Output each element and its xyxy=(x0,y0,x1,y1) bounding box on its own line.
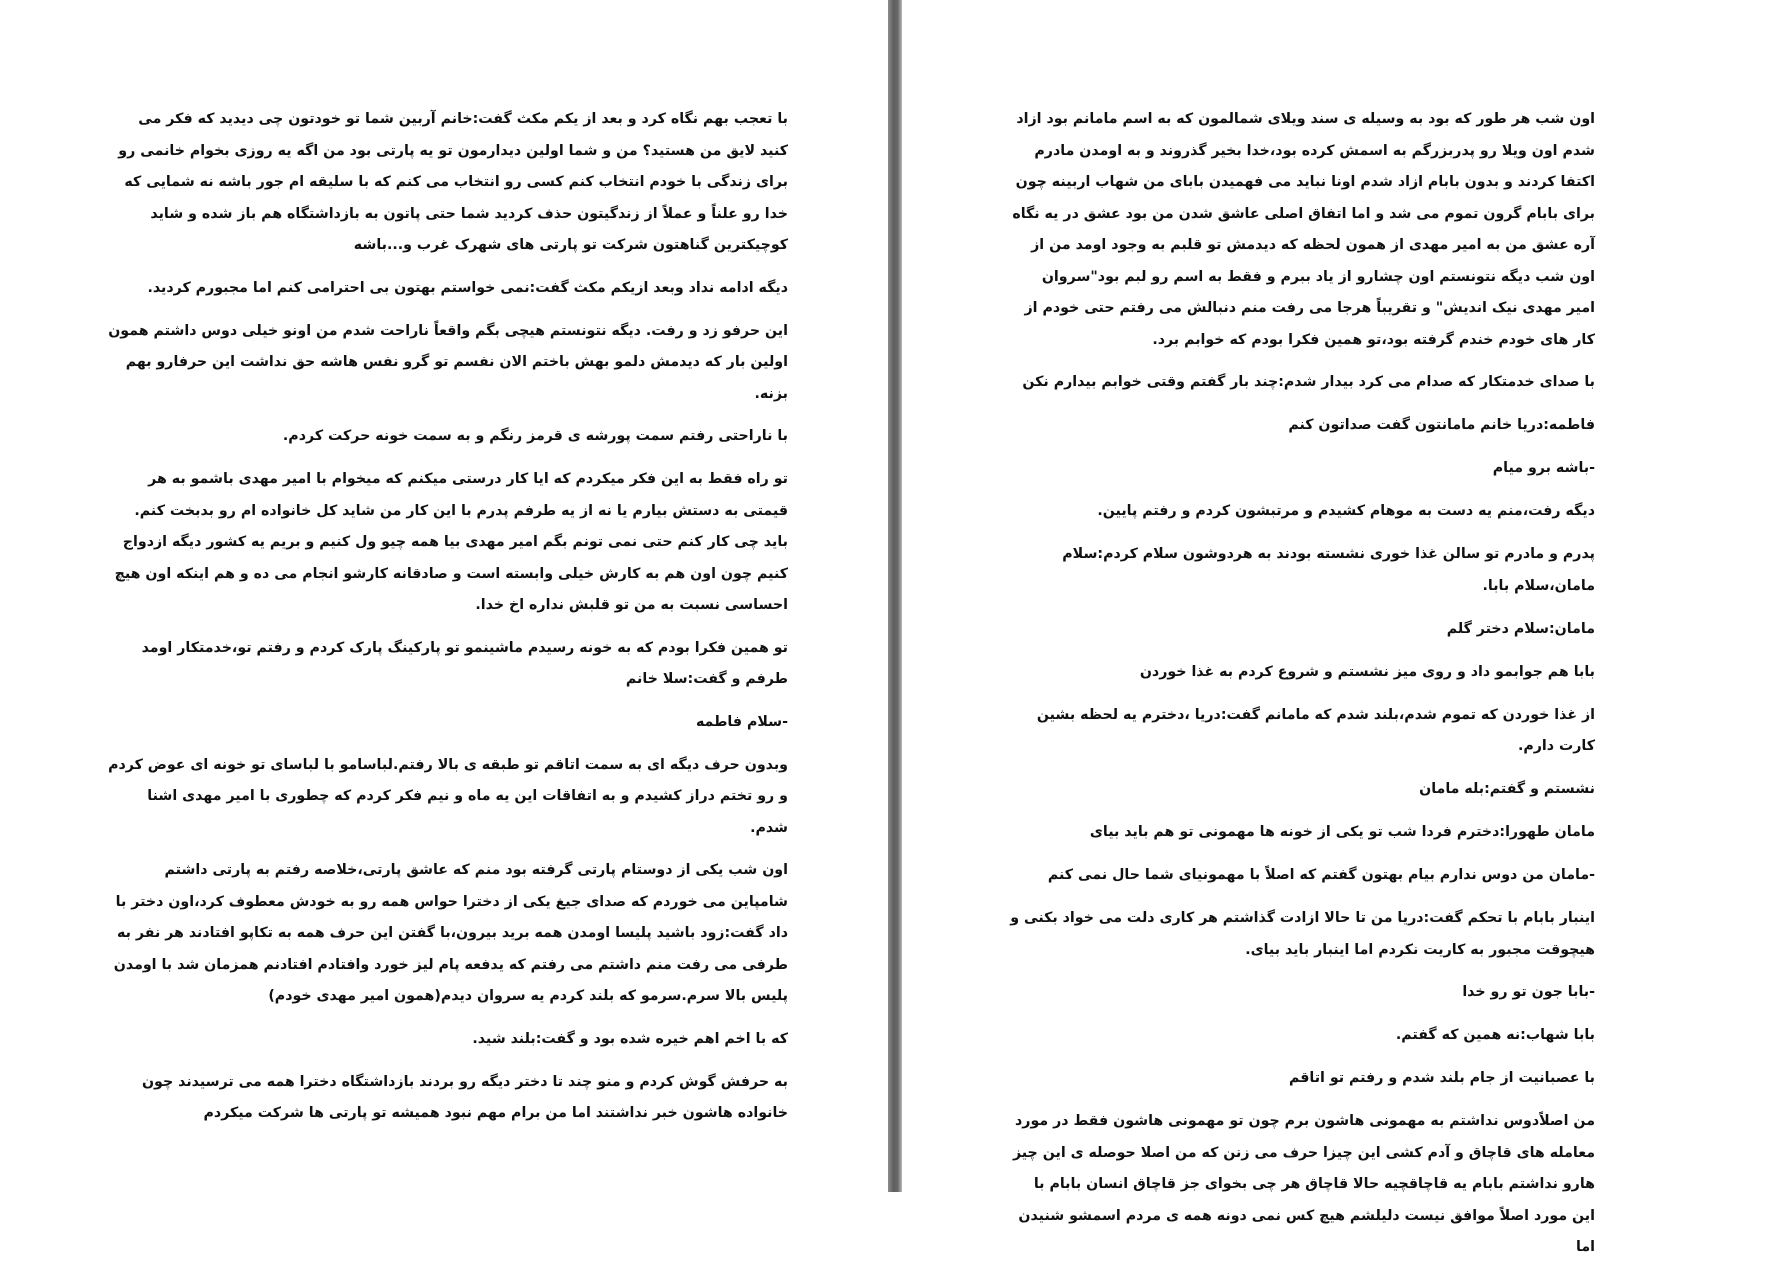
paragraph: -باشه برو میام xyxy=(1492,460,1595,476)
paragraph: پدرم و مادرم تو سالن غذا خوری نشسته بودند به هردوشون سلام کردم:سلام مامان،سلام بابا. xyxy=(1062,546,1595,594)
paragraph: بابا هم جوابمو داد و روی میز نشستم و شروع کردم به غذا خوردن xyxy=(1139,663,1595,680)
paragraph: فاطمه:دریا خانم مامانتون گفت صداتون کنم xyxy=(1288,417,1595,433)
paragraph: من اصلاًدوس نداشتم به مهمونی هاشون برم چون تو مهمونی هاشون فقط در مورد معامله های قاچاق و آدم کشی این چیزا حرف می زنن که من اصلا حوصله ی این چیز هارو نداشتم بابام یه قاچاقچیه حالا قاچاق هر چی بخوای جز قاچاق انسان بابام با این مورد اصلاً موافق نیست دلیلشم هیچ کس نمی دونه همه ی مردم اسمشو شنیدن اما xyxy=(1012,1113,1595,1255)
paragraph: تو راه فقط به این فکر میکردم که ایا کار درستی میکنم که میخوام با امیر مهدی باشمو به هر قیمتی به دستش بیارم یا نه از یه طرفم پدرم با این کار من شاید کل خانواده ام رو بدبخت کنم. باید چی کار کنم حتی نمی تونم بگم امیر مهدی بیا همه چیو ول کنیم و بریم یه کشور دیگه ازدواج کنیم چون اون هم به کارش خیلی وابسته است و صادقانه کارشو انجام می ده و هم اینکه اون هیچ احساسی نسبت به من تو قلبش نداره اخ خدا. xyxy=(114,471,788,613)
right-page xyxy=(902,0,1789,1255)
paragraph: -سلام فاطمه xyxy=(695,713,788,730)
paragraph: این حرفو زد و رفت. دیگه نتونستم هیچی بگم واقعاً ناراحت شدم من اونو خیلی دوس داشتم همون اولین بار که دیدمش دلمو بهش باختم الان نفسم تو گرو نفس هاشه حق نداشت این حرفارو بهم بزنه. xyxy=(108,322,788,402)
paragraph: با تعجب بهم نگاه کرد و بعد از یکم مکث گفت:خانم آربین شما تو خودتون چی دیدید که فکر می کنید لایق من هستید؟ من و شما اولین دیدارمون تو یه پارتی بود من اگه یه روزی بخوام خانمی رو برای زندگی با خودم انتخاب کنم کسی رو انتخاب می کنم که با سلیقه ام جور باشه نه شمایی که خدا رو علناً و عملاً از زندگیتون حذف کردید شما حتی پاتون به بازداشتگاه هم باز شده و شاید کوچیکترین گناهتون شرکت تو پارتی های شهرک غرب و...باشه xyxy=(118,111,788,253)
paragraph: با عصبانیت از جام بلند شدم و رفتم تو اتاقم xyxy=(1288,1070,1595,1086)
paragraph: از غذا خوردن که تموم شدم،بلند شدم که مامانم گفت:دریا ،دخترم یه لحظه بشین کارت دارم. xyxy=(1036,706,1595,754)
paragraph: اون شب یکی از دوستام پارتی گرفته بود منم که عاشق پارتی،خلاصه رفتم به پارتی داشتم شامپاین می خوردم که صدای جیغ یکی از دخترا حواس همه رو به خودش معطوف کرد،اون دختر با داد گفت:زود باشید پلیسا اومدن همه برید بیرون،با گفتن این حرف همه به تکاپو افتادند هر نفر به طرفی می رفت منم داشتم می رفتم که یدفعه پام لیز خورد وافتادم افتادنم همزمان شد با اومدن پلیس بالا سرم.سرمو که بلند کردم یه سروان دیدم(همون امیر مهدی خودم) xyxy=(113,862,788,1004)
paragraph: اون شب هر طور که بود به وسیله ی سند ویلای شمالمون که به اسم مامانم بود ازاد شدم اون ویلا رو پدربزرگم به اسمش کرده بود،خدا بخیر گذروند و به اومدن مادرم اکتفا کردند و بدون بابام ازاد شدم اونا نباید می فهمیدن بابای من شهاب اربینه چون برای بابام گرون تموم می شد و اما اتفاق اصلی عاشق شدن من بود عشق در یه نگاه آره عشق من به امیر مهدی از همون لحظه که دیدمش تو قلبم به وجود اومد من از اون شب دیگه نتونستم اون چشارو از یاد ببرم و فقط به اسم رو لبم بود"سروان امیر مهدی نیک اندیش" و تقریباً هرجا می رفت منم دنبالش می رفتم حتی خودم از کار های خودم خندم گرفته بود،تو همین فکرا بودم که خوابم برد. xyxy=(1012,111,1595,348)
paragraph: که با اخم اهم خیره شده بود و گفت:بلند شید. xyxy=(472,1030,788,1047)
paragraph: با ناراحتی رفتم سمت پورشه ی قرمز رنگم و به سمت خونه حرکت کردم. xyxy=(282,428,788,444)
paragraph: وبدون حرف دیگه ای به سمت اتاقم تو طبقه ی بالا رفتم.لباسامو با لباسای تو خونه ای عوض کردم و رو تختم دراز کشیدم و به اتفاقات این یه ماه و نیم فکر کردم که چطوری با امیر مهدی اشنا شدم. xyxy=(108,756,788,836)
paragraph: دیگه رفت،منم یه دست به موهام کشیدم و مرتبشون کردم و رفتم پایین. xyxy=(1097,503,1595,519)
paragraph: با صدای خدمتکار که صدام می کرد بیدار شدم:چند بار گفتم وقتی خوابم بیدارم نکن xyxy=(1022,374,1595,390)
left-page-text xyxy=(108,104,788,1141)
left-page xyxy=(0,0,888,1192)
paragraph: به حرفش گوش کردم و منو چند تا دختر دیگه رو بردند بازداشتگاه دخترا همه می ترسیدند چون خانواده هاشون خبر نداشتند اما من برام مهم نبود همیشه تو پارتی ها شرکت میکردم xyxy=(141,1073,788,1121)
paragraph: دیگه ادامه نداد وبعد ازیکم مکث گفت:نمی خواستم بهتون بی احترامی کنم اما مجبورم کردید. xyxy=(147,279,788,296)
paragraph: مامان:سلام دختر گلم xyxy=(1446,620,1595,637)
paragraph: تو همین فکرا بودم که به خونه رسیدم ماشینمو تو پارکینگ پارک کردم و رفتم تو،خدمتکار اومد طرفم و گفت:سلا خانم xyxy=(141,639,788,687)
right-page-text xyxy=(1010,104,1595,1275)
paragraph: -مامان من دوس ندارم بیام بهتون گفتم که اصلاً با مهمونیای شما حال نمی کنم xyxy=(1047,867,1595,883)
paragraph: بابا شهاب:نه همین که گفتم. xyxy=(1395,1027,1595,1043)
paragraph: مامان طهورا:دخترم فردا شب تو یکی از خونه ها مهمونی تو هم باید بیای xyxy=(1089,824,1595,840)
paragraph: -بابا جون تو رو خدا xyxy=(1462,984,1595,1000)
paragraph: اینبار بابام با تحکم گفت:دریا من تا حالا ازادت گذاشتم هر کاری دلت می خواد بکنی و هیچوقت مجبور به کاریت نکردم اما اینبار باید بیای. xyxy=(1010,910,1595,958)
paragraph: نشستم و گفتم:بله مامان xyxy=(1419,781,1595,797)
page-gutter-divider xyxy=(888,0,902,1192)
